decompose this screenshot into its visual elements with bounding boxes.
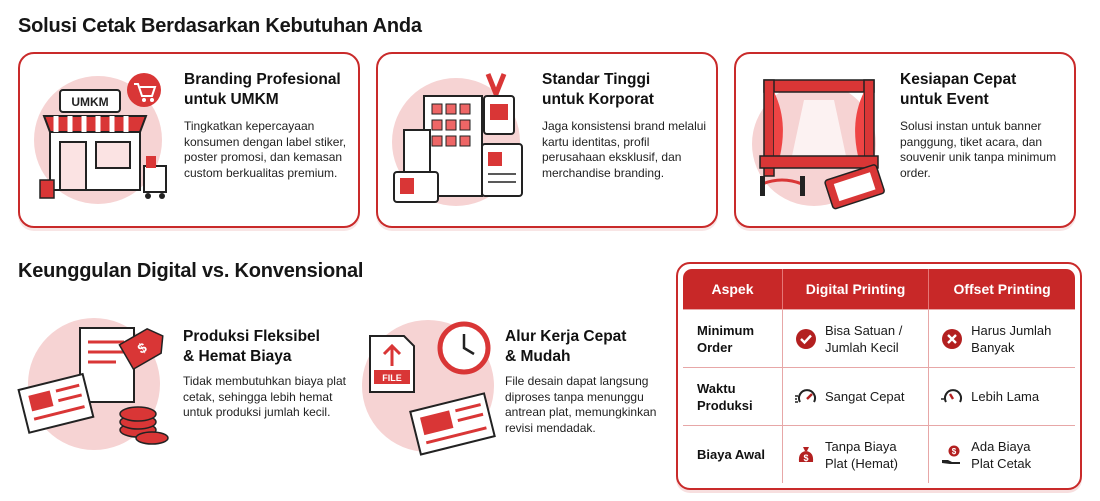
offset-line1: Ada Biaya	[971, 438, 1031, 454]
card-title-line1: Standar Tinggi	[542, 71, 651, 88]
aspect-cell	[683, 367, 783, 425]
aspect-cell	[683, 425, 783, 483]
offset-line1: Harus Jumlah	[971, 322, 1052, 338]
table-row	[683, 309, 1075, 367]
header-offset: Offset Printing	[929, 269, 1075, 309]
aspect-cell	[683, 309, 783, 367]
card-title-line1: Branding Profesional	[184, 71, 341, 88]
stage-illustration-icon	[742, 60, 894, 220]
comparison-table	[683, 269, 1075, 483]
card-title	[542, 70, 714, 110]
digital-line2: Jumlah Kecil	[825, 339, 899, 355]
offset-cell	[929, 367, 1075, 425]
card-description: Jaga konsistensi brand melalui kartu identitas, profil perusahaan eksklusif, dan merchandise branding.	[542, 119, 707, 180]
offset-cell	[929, 309, 1075, 367]
section-title-solutions: Solusi Cetak Berdasarkan Kebutuhan Anda	[18, 15, 422, 37]
digital-cell	[783, 367, 929, 425]
price-tag-coins-illustration-icon	[14, 312, 174, 462]
card-title-line2: untuk Korporat	[542, 91, 654, 108]
aspect-line1: Minimum	[697, 322, 755, 338]
x-circle-icon	[941, 328, 963, 350]
aspect-line1: Biaya Awal	[697, 447, 765, 462]
card-description: Tingkatkan kepercayaan konsumen dengan label stiker, poster promosi, dan kemasan custom berkualitas premium.	[184, 119, 347, 180]
digital-line2: Plat (Hemat)	[825, 455, 898, 471]
digital-line1: Sangat Cepat	[825, 389, 905, 404]
card-event	[734, 52, 1076, 228]
card-title	[184, 70, 356, 110]
digital-cell	[783, 309, 929, 367]
offset-line2: Banyak	[971, 339, 1015, 355]
feature-title-line2: & Hemat Biaya	[183, 348, 292, 365]
svg-text:$: $	[951, 446, 957, 456]
aspect-line1: Waktu	[697, 380, 736, 396]
slow-speedometer-icon	[941, 386, 963, 408]
aspect-line2: Produksi	[697, 397, 753, 413]
feature-title-line1: Produksi Fleksibel	[183, 328, 320, 345]
card-title	[900, 70, 1072, 110]
corporate-building-illustration-icon	[384, 60, 536, 220]
aspect-line2: Order	[697, 339, 733, 355]
section-title-advantages: Keunggulan Digital vs. Konvensional	[18, 260, 364, 282]
card-korporat	[376, 52, 718, 228]
svg-text:$: $	[134, 339, 150, 357]
digital-line1: Bisa Satuan /	[825, 322, 903, 338]
feature-description: Tidak membutuhkan biaya plat cetak, sehingga lebih hemat untuk produksi jumlah kecil.	[183, 374, 346, 419]
card-title-line2: untuk UMKM	[184, 91, 279, 108]
feature-title	[505, 327, 675, 367]
table-row	[683, 367, 1075, 425]
feature-title-line1: Alur Kerja Cepat	[505, 328, 627, 345]
header-digital: Digital Printing	[783, 269, 929, 309]
money-hand-icon	[941, 444, 963, 466]
offset-line2: Plat Cetak	[971, 455, 1032, 471]
card-umkm	[18, 52, 360, 228]
money-bag-icon	[795, 444, 817, 466]
file-clock-illustration-icon	[352, 312, 512, 462]
check-circle-icon	[795, 328, 817, 350]
offset-line1: Lebih Lama	[971, 389, 1040, 404]
fast-speedometer-icon	[795, 386, 817, 408]
comparison-table-container	[676, 262, 1082, 490]
card-title-line1: Kesiapan Cepat	[900, 71, 1017, 88]
header-aspek: Aspek	[683, 269, 783, 309]
table-row	[683, 425, 1075, 483]
shop-sign-text: UMKM	[71, 95, 109, 109]
offset-cell	[929, 425, 1075, 483]
shop-illustration-icon	[26, 60, 178, 220]
card-title-line2: untuk Event	[900, 91, 989, 108]
table-header-row	[683, 269, 1075, 309]
feature-description: File desain dapat langsung diproses tanpa menunggu antrean plat, memungkinkan revisi mendadak.	[505, 374, 657, 435]
digital-cell	[783, 425, 929, 483]
file-label: FILE	[382, 373, 402, 383]
svg-text:$: $	[803, 452, 809, 463]
digital-line1: Tanpa Biaya	[825, 438, 897, 454]
feature-title	[183, 327, 353, 367]
card-description: Solusi instan untuk banner panggung, tiket acara, dan souvenir unik tanpa minimum order.	[900, 119, 1057, 180]
feature-title-line2: & Mudah	[505, 348, 571, 365]
